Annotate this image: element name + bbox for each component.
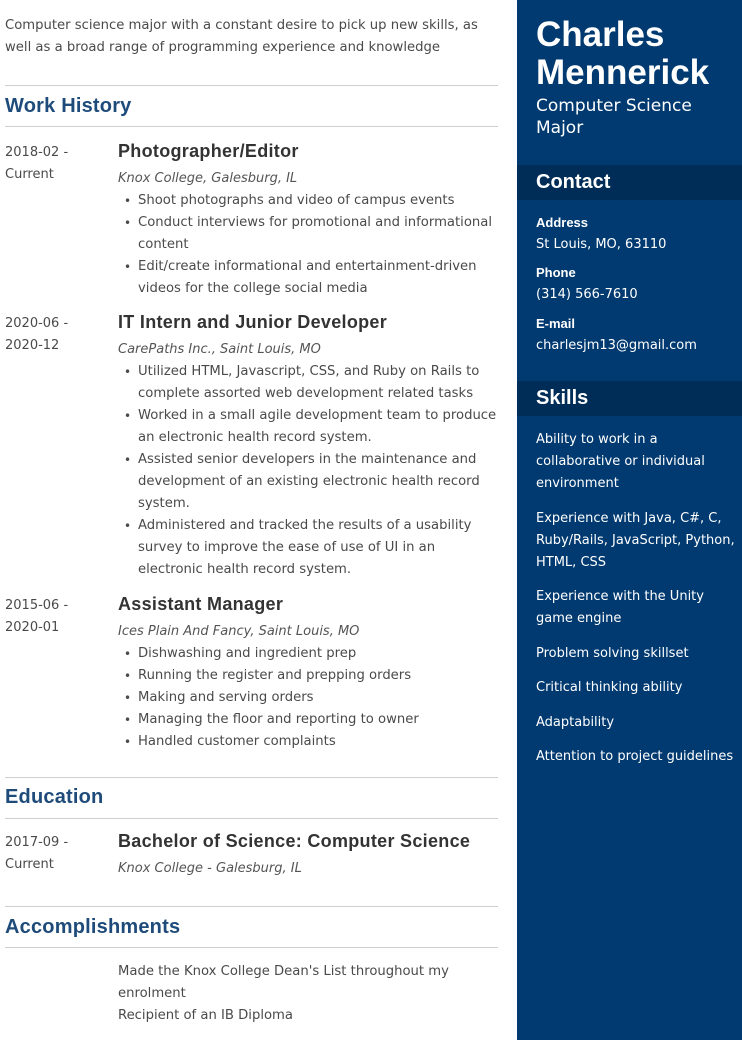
job-body [118, 593, 503, 753]
date-end: Current [5, 167, 54, 182]
contact-heading: Contact [536, 171, 611, 193]
date-end: 2020-12 [5, 338, 60, 353]
bullet-icon: • [124, 735, 132, 749]
education-heading: Education [5, 786, 104, 808]
date-start: 2017-09 - [5, 835, 69, 850]
list-item [118, 515, 503, 581]
skill-item: Problem solving skillset [536, 645, 689, 661]
list-item [118, 687, 503, 709]
bullet-text: Edit/create informational and entertainment-driven videos for the college social media [138, 259, 477, 296]
sidebar [517, 0, 742, 1040]
last-name: Mennerick [536, 53, 710, 92]
first-name: Charles [536, 15, 665, 54]
job-dates [5, 313, 105, 357]
degree-title: Bachelor of Science: Computer Science [118, 831, 471, 851]
job-dates [5, 142, 105, 186]
divider [5, 85, 498, 86]
email-value[interactable]: charlesjm13@gmail.com [536, 338, 697, 353]
bullet-icon: • [124, 519, 132, 533]
job-bullets [118, 643, 503, 753]
bullet-icon: • [124, 647, 132, 661]
divider [5, 906, 498, 907]
job-org: Knox College, Galesburg, IL [118, 171, 298, 186]
bullet-icon: • [124, 216, 132, 230]
job-title: IT Intern and Junior Developer [118, 312, 388, 332]
bullet-icon: • [124, 691, 132, 705]
bullet-text: Shoot photographs and video of campus events [138, 193, 455, 208]
education-body [118, 830, 503, 880]
bullet-text: Conduct interviews for promotional and informational content [138, 215, 493, 252]
list-item: Recipient of an IB Diploma [118, 1008, 293, 1023]
bullet-icon: • [124, 669, 132, 683]
bullet-text: Running the register and prepping orders [138, 668, 412, 683]
list-item: Made the Knox College Dean's List throughout my enrolment [118, 964, 449, 1001]
address-value: St Louis, MO, 63110 [536, 237, 667, 252]
bullet-icon: • [124, 260, 132, 274]
job-org: CarePaths Inc., Saint Louis, MO [118, 342, 321, 357]
list-item [118, 405, 503, 449]
list-item [118, 709, 503, 731]
date-start: 2018-02 - [5, 145, 69, 160]
summary-text: Computer science major with a constant desire to pick up new skills, as well as a broad range of programming experience and knowledge [5, 18, 478, 55]
skill-item: Experience with the Unity game engine [536, 589, 704, 626]
divider [5, 947, 498, 948]
skill-item: Adaptability [536, 714, 615, 730]
bullet-text: Handled customer complaints [138, 734, 336, 749]
bullet-text: Assisted senior developers in the maintenance and development of an existing electronic health record system. [138, 452, 480, 511]
job-bullets [118, 361, 503, 581]
skill-item: Experience with Java, C#, C, Ruby/Rails, JavaScript, Python, HTML, CSS [536, 510, 735, 570]
email-label: E-mail [536, 316, 576, 331]
bullet-icon: • [124, 409, 132, 423]
date-start: 2020-06 - [5, 316, 69, 331]
bullet-icon: • [124, 194, 132, 208]
skill-item: Critical thinking ability [536, 680, 683, 695]
accomplishments-list [118, 961, 498, 1027]
candidate-name [536, 16, 736, 92]
skills-list [536, 429, 736, 781]
list-item [118, 449, 503, 515]
skills-heading: Skills [536, 387, 589, 409]
accomplishments-heading: Accomplishments [5, 916, 181, 938]
bullet-text: Utilized HTML, Javascript, CSS, and Ruby on Rails to complete assorted web development related tasks [138, 364, 480, 401]
school-name: Knox College - Galesburg, IL [118, 861, 302, 876]
skill-item: Ability to work in a collaborative or individual environment [536, 432, 705, 491]
job-body [118, 140, 503, 300]
education-dates [5, 832, 105, 876]
list-item [118, 643, 503, 665]
divider [5, 777, 498, 778]
list-item [118, 665, 503, 687]
list-item [118, 361, 503, 405]
bullet-text: Managing the floor and reporting to owner [138, 712, 419, 727]
candidate-role: Computer Science Major [536, 96, 692, 138]
skill-item: Attention to project guidelines [536, 749, 734, 764]
date-start: 2015-06 - [5, 598, 69, 613]
bullet-text: Worked in a small agile development team to produce an electronic health record system. [138, 408, 497, 445]
date-end: 2020-01 [5, 620, 60, 635]
bullet-text: Administered and tracked the results of a usability survey to improve the ease of use of UI in an electronic health record system. [138, 518, 472, 577]
job-body [118, 311, 503, 581]
job-title: Assistant Manager [118, 594, 284, 614]
list-item [118, 212, 503, 256]
work-history-heading: Work History [5, 95, 132, 117]
list-item [118, 190, 503, 212]
bullet-icon: • [124, 365, 132, 379]
bullet-icon: • [124, 713, 132, 727]
divider [5, 818, 498, 819]
list-item [118, 731, 503, 753]
bullet-text: Dishwashing and ingredient prep [138, 646, 357, 661]
contact-header [517, 165, 742, 200]
phone-label: Phone [536, 265, 576, 280]
address-label: Address [536, 215, 589, 230]
date-end: Current [5, 857, 54, 872]
list-item [118, 256, 503, 300]
bullet-text: Making and serving orders [138, 690, 314, 705]
job-bullets [118, 190, 503, 300]
skills-header [517, 381, 742, 416]
job-org: Ices Plain And Fancy, Saint Louis, MO [118, 624, 360, 639]
job-dates [5, 595, 105, 639]
job-title: Photographer/Editor [118, 141, 299, 161]
phone-value: (314) 566-7610 [536, 287, 638, 302]
divider [5, 126, 498, 127]
bullet-icon: • [124, 453, 132, 467]
